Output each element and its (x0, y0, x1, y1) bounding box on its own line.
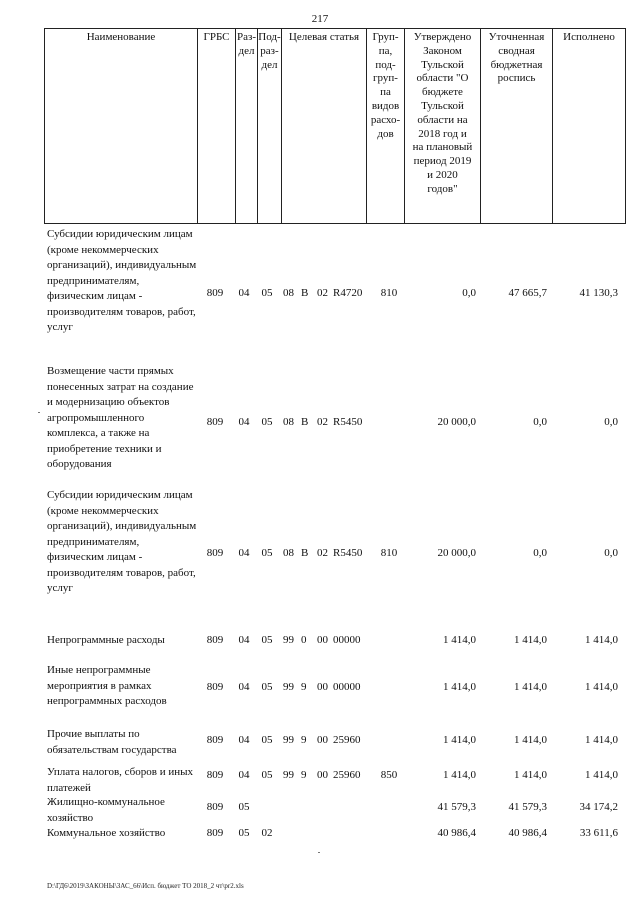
cell-t1: 99 (283, 634, 294, 646)
cell-t3: 00 (317, 634, 328, 646)
header-name: Наименование (44, 29, 197, 223)
row-name: Возмещение части прямых понесенных затрат на создание и модернизацию объектов агропромышленного комплекса, а также на приобретение техники и оборудования (47, 365, 194, 470)
row-name: Коммунальное хозяйство (47, 827, 166, 839)
cell-razdel: 04 (238, 634, 250, 646)
cell-razdel: 04 (238, 769, 250, 781)
cell-refined: 41 579,3 (508, 801, 547, 813)
cell-t4: 00000 (333, 634, 361, 646)
cell-executed: 1 414,0 (585, 769, 618, 781)
header-podrazdel: Под- раз- дел (257, 29, 281, 223)
row-name: Прочие выплаты по обязательствам государства (47, 728, 177, 756)
cell-razdel: 04 (238, 416, 250, 428)
cell-t4: 25960 (333, 734, 361, 746)
cell-t2: 9 (301, 681, 307, 693)
cell-refined: 1 414,0 (514, 769, 547, 781)
row-name: Уплата налогов, сборов и иных платежей (47, 766, 194, 794)
cell-approved: 1 414,0 (443, 769, 476, 781)
cell-refined: 1 414,0 (514, 681, 547, 693)
cell-t4: R5450 (333, 416, 363, 428)
cell-t3: 02 (317, 416, 328, 428)
header-razdel: Раз- дел (235, 29, 257, 223)
cell-razdel: 04 (238, 681, 250, 693)
row-name: Субсидии юридическим лицам (кроме некоммерческих организаций), индивидуальным предпринимателям, физическим лицам - производителям товаров, работ, услуг (47, 228, 197, 333)
cell-t1: 99 (283, 734, 294, 746)
cell-podrazdel: 05 (261, 681, 273, 693)
cell-t2: 9 (301, 734, 307, 746)
table-header (44, 28, 626, 224)
cell-grbs: 809 (206, 287, 224, 299)
cell-approved: 41 579,3 (437, 801, 476, 813)
cell-t2: 9 (301, 769, 307, 781)
cell-t2: В (301, 416, 309, 428)
cell-approved: 1 414,0 (443, 681, 476, 693)
cell-approved: 1 414,0 (443, 634, 476, 646)
row-name: Субсидии юридическим лицам (кроме некоммерческих организаций), индивидуальным предпринимателям, физическим лицам - производителям товаров, работ, услуг (47, 489, 197, 594)
cell-refined: 40 986,4 (508, 827, 547, 839)
cell-t3: 02 (317, 287, 328, 299)
file-path: D:\ГД6\2019\ЗАКОНЫ\ЗАС_66\Исп. бюджет ТО 2018_2 чт\pr2.xls (47, 882, 244, 890)
cell-t3: 00 (317, 681, 328, 693)
header-approved: Утверждено Законом Тульской области "О бюджете Тульской области на 2018 год и на плановый период 2019 и 2020 годов" (404, 29, 480, 223)
header-executed: Исполнено (552, 29, 626, 223)
cell-executed: 1 414,0 (585, 681, 618, 693)
cell-group: 850 (380, 769, 398, 781)
cell-grbs: 809 (206, 681, 224, 693)
cell-t4: R5450 (333, 547, 363, 559)
cell-executed: 1 414,0 (585, 634, 618, 646)
cell-t4: 25960 (333, 769, 361, 781)
cell-t4: 00000 (333, 681, 361, 693)
cell-grbs: 809 (206, 634, 224, 646)
cell-executed: 0,0 (604, 547, 618, 559)
cell-executed: 1 414,0 (585, 734, 618, 746)
header-refined: Уточненная сводная бюджетная роспись (480, 29, 552, 223)
cell-executed: 34 174,2 (579, 801, 618, 813)
cell-podrazdel: 05 (261, 734, 273, 746)
cell-t1: 99 (283, 769, 294, 781)
cell-podrazdel: 05 (261, 287, 273, 299)
scan-mark (38, 412, 40, 413)
cell-grbs: 809 (206, 801, 224, 813)
cell-t3: 02 (317, 547, 328, 559)
cell-t3: 00 (317, 769, 328, 781)
cell-t2: 0 (301, 634, 307, 646)
cell-executed: 0,0 (604, 416, 618, 428)
cell-t1: 08 (283, 416, 294, 428)
cell-t2: В (301, 287, 309, 299)
cell-group: 810 (380, 547, 398, 559)
cell-t1: 08 (283, 287, 294, 299)
row-name: Жилищно-коммунальное хозяйство (47, 796, 165, 824)
cell-refined: 1 414,0 (514, 634, 547, 646)
cell-refined: 0,0 (533, 416, 547, 428)
cell-podrazdel: 05 (261, 416, 273, 428)
cell-refined: 1 414,0 (514, 734, 547, 746)
cell-executed: 33 611,6 (579, 827, 618, 839)
cell-podrazdel: 05 (261, 547, 273, 559)
cell-executed: 41 130,3 (579, 287, 618, 299)
cell-t3: 00 (317, 734, 328, 746)
cell-approved: 1 414,0 (443, 734, 476, 746)
cell-razdel: 04 (238, 734, 250, 746)
cell-podrazdel: 02 (261, 827, 273, 839)
cell-approved: 0,0 (462, 287, 476, 299)
header-group: Груп- па, под- груп- па видов расхо- дов (366, 29, 404, 223)
cell-refined: 47 665,7 (508, 287, 547, 299)
cell-refined: 0,0 (533, 547, 547, 559)
page-number: 217 (311, 13, 329, 25)
cell-group: 810 (380, 287, 398, 299)
cell-t2: В (301, 547, 309, 559)
cell-grbs: 809 (206, 734, 224, 746)
cell-razdel: 05 (238, 827, 250, 839)
row-name: Непрограммные расходы (47, 634, 165, 646)
cell-grbs: 809 (206, 827, 224, 839)
cell-razdel: 04 (238, 287, 250, 299)
cell-grbs: 809 (206, 547, 224, 559)
cell-razdel: 04 (238, 547, 250, 559)
cell-approved: 20 000,0 (437, 416, 476, 428)
cell-grbs: 809 (206, 769, 224, 781)
row-name: Иные непрограммные мероприятия в рамках непрограммных расходов (47, 664, 167, 707)
cell-approved: 20 000,0 (437, 547, 476, 559)
cell-razdel: 05 (238, 801, 250, 813)
cell-grbs: 809 (206, 416, 224, 428)
cell-t1: 99 (283, 681, 294, 693)
scan-mark (318, 852, 320, 853)
cell-t4: R4720 (333, 287, 363, 299)
cell-podrazdel: 05 (261, 769, 273, 781)
header-target: Целевая статья (281, 29, 366, 223)
cell-podrazdel: 05 (261, 634, 273, 646)
cell-t1: 08 (283, 547, 294, 559)
cell-approved: 40 986,4 (437, 827, 476, 839)
header-grbs: ГРБС (197, 29, 235, 223)
